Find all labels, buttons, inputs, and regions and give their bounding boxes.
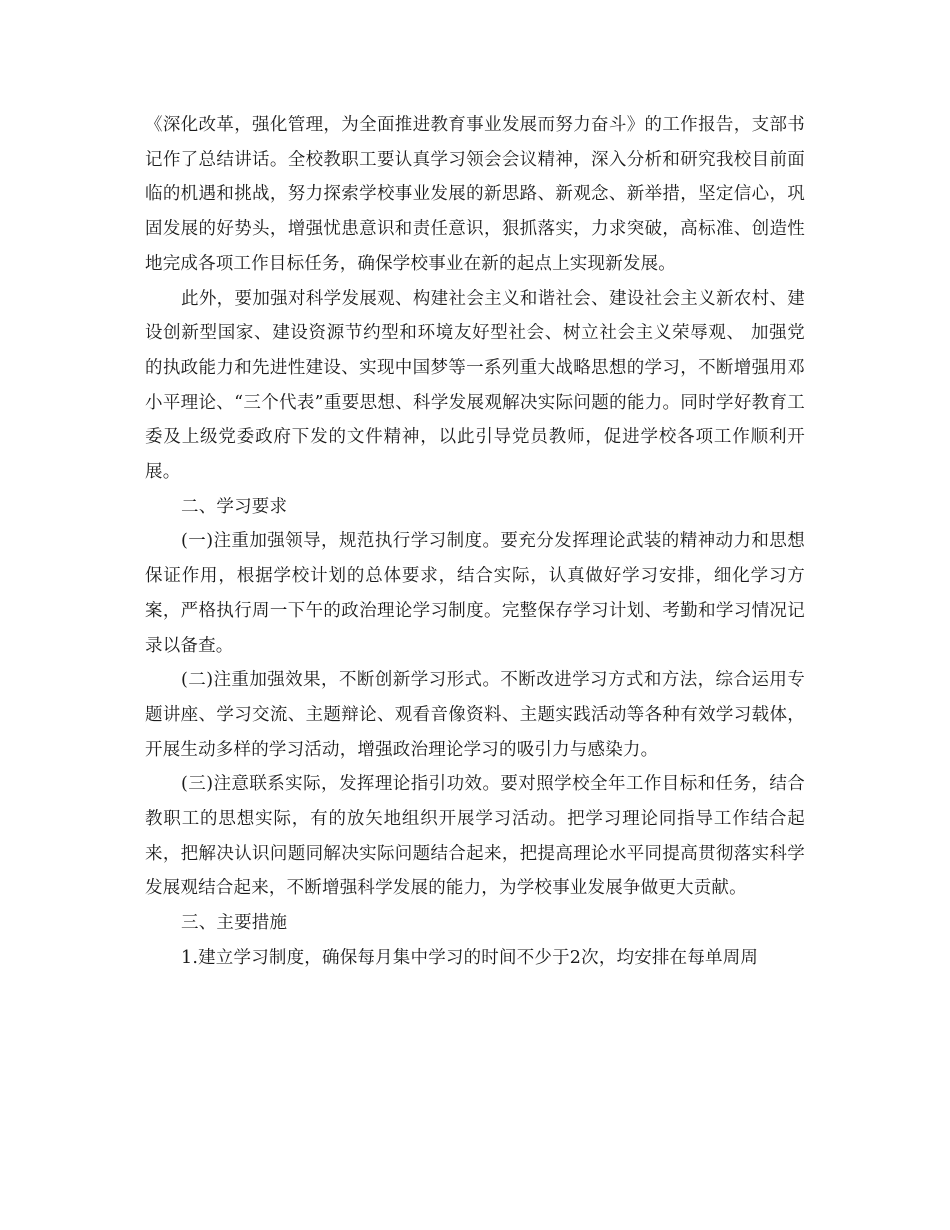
- paragraph-measure-1: 1.建立学习制度，确保每月集中学习的时间不少于2次，均安排在每单周周: [181, 947, 759, 968]
- paragraph-requirement-1: (一)注重加强领导，规范执行学习制度。要充分发挥理论武装的精神动力和思想保证作用，根据学校计划的总体要求，结合实际，认真做好学习安排，细化学习方案，严格执行周一下午的政治理论学习制度。完整保存学习计划、考勤和学习情况记录以备查。: [145, 531, 805, 656]
- paragraph-study-content: 此外，要加强对科学发展观、构建社会主义和谐社会、建设社会主义新农村、建设创新型国家、建设资源节约型和环境友好型社会、树立社会主义荣辱观、 加强党的执政能力和先进性建设、实现中国梦等一系列重大战略思想的学习，不断增强用邓小平理论、“三个代表”重要思想、科学发展观解决实际问题的能力。同时学好教育工委及上级党委政府下发的文件精神，以此引导党员教师，促进学校各项工作顺利开展。: [145, 288, 805, 483]
- document-body: [145, 108, 805, 976]
- section-heading-requirements: 二、学习要求: [181, 496, 288, 517]
- section-heading-measures: 三、主要措施: [181, 913, 288, 934]
- paragraph-report-summary: 《深化改革，强化管理，为全面推进教育事业发展而努力奋斗》的工作报告，支部书记作了总结讲话。全校教职工要认真学习领会会议精神，深入分析和研究我校目前面临的机遇和挑战，努力探索学校事业发展的新思路、新观念、新举措，坚定信心，巩固发展的好势头，增强忧患意识和责任意识，狠抓落实，力求突破，高标准、创造性地完成各项工作目标任务，确保学校事业在新的起点上实现新发展。: [145, 115, 805, 274]
- paragraph-requirement-3: (三)注意联系实际，发挥理论指引功效。要对照学校全年工作目标和任务，结合教职工的思想实际，有的放矢地组织开展学习活动。把学习理论同指导工作结合起来，把解决认识问题同解决实际问题结合起来，把提高理论水平同提高贯彻落实科学发展观结合起来，不断增强科学发展的能力，为学校事业发展争做更大贡献。: [145, 774, 805, 899]
- paragraph-requirement-2: (二)注重加强效果，不断创新学习形式。不断改进学习方式和方法，综合运用专题讲座、学习交流、主题辩论、观看音像资料、主题实践活动等各种有效学习载体，开展生动多样的学习活动，增强政治理论学习的吸引力与感染力。: [145, 670, 805, 760]
